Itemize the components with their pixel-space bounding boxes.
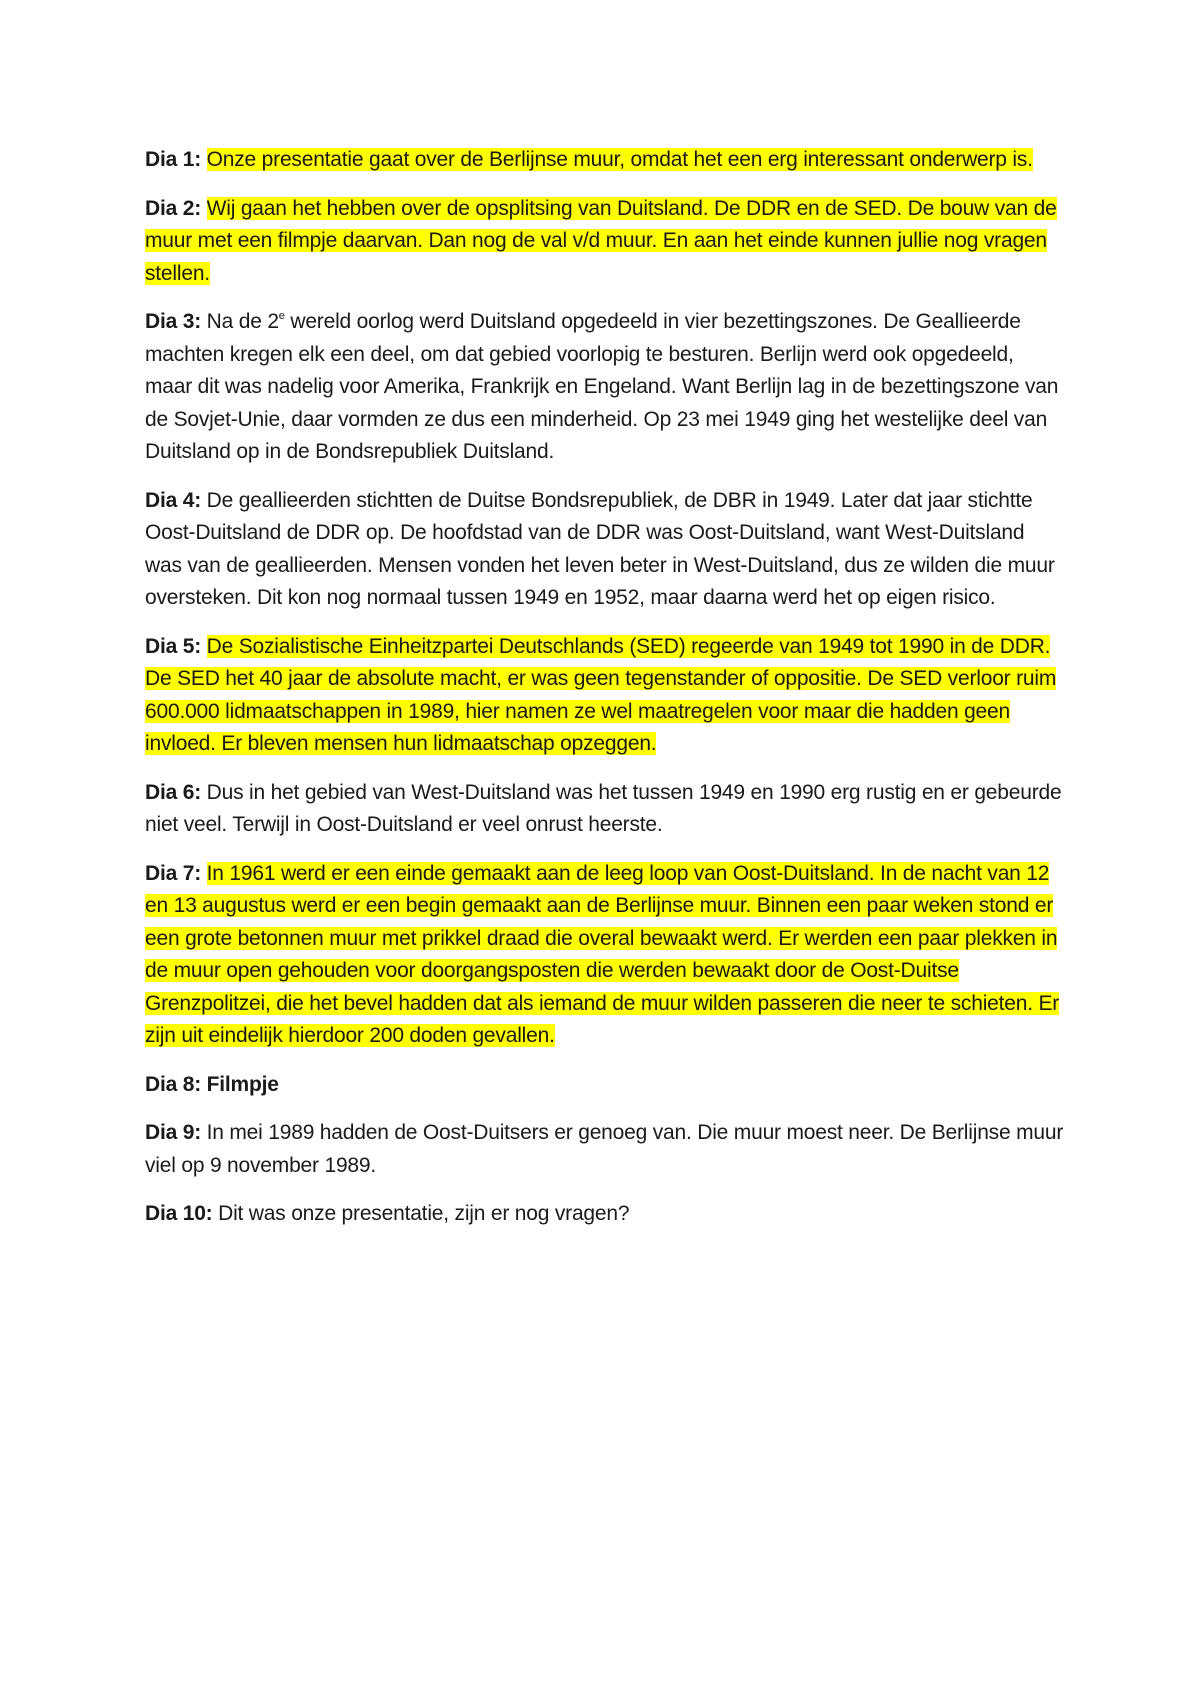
slide-note-2 — [145, 193, 1065, 291]
slide-text-highlighted: Onze presentatie gaat over de Berlijnse muur, omdat het een erg interessant onderwerp is. — [206, 148, 1033, 171]
slide-note-5 — [145, 631, 1065, 761]
slide-label: Dia 6: — [145, 780, 201, 804]
superscript: e — [278, 310, 285, 322]
slide-label: Dia 7: — [145, 861, 201, 885]
slide-text-highlighted: De Sozialistische Einheitzpartei Deutschlands (SED) regeerde van 1949 tot 1990 in de DDR. De SED het 40 jaar de absolute macht, er was geen tegenstander of oppositie. De SED verloor ruim 600.000 lidmaatschappen in 1989, hier namen ze wel maatregelen voor maar die hadden geen invloed. Er bleven mensen hun lidmaatschap opzeggen. — [145, 634, 1057, 755]
slide-note-6 — [145, 777, 1065, 842]
slide-text-bold: Filmpje — [206, 1072, 279, 1096]
slide-text: Dit was onze presentatie, zijn er nog vragen? — [218, 1202, 630, 1225]
slide-note-9 — [145, 1117, 1065, 1182]
slide-text: Na de 2 — [206, 310, 279, 333]
slide-label: Dia 10: — [145, 1202, 213, 1225]
slide-text-highlighted: In 1961 werd er een einde gemaakt aan de leeg loop van Oost-Duitsland. In de nacht van 12 en 13 augustus werd er een begin gemaakt aan de Berlijnse muur. Binnen een paar weken stond er een grote betonnen muur met prikkel draad die overal bewaakt werd. Er werden een paar plekken in de muur open gehouden voor doorgangsposten die werden bewaakt door de Oost-Duitse Grenzpolitzei, die het bevel hadden dat als iemand de muur wilden passeren die neer te schieten. Er zijn uit eindelijk hierdoor 200 doden gevallen. — [145, 861, 1060, 1047]
slide-note-10 — [145, 1198, 1065, 1231]
slide-text-highlighted: Wij gaan het hebben over de opsplitsing van Duitsland. De DDR en de SED. De bouw van de muur met een filmpje daarvan. Dan nog de val v/d muur. En aan het einde kunnen jullie nog vragen stellen. — [145, 196, 1057, 285]
slide-label: Dia 9: — [145, 1121, 201, 1144]
document-page — [145, 144, 1065, 1247]
slide-note-3 — [145, 306, 1065, 469]
slide-text: wereld oorlog werd Duitsland opgedeeld in vier bezettingszones. De Geallieerde machten kregen elk een deel, om dat gebied voorlopig te besturen. Berlijn werd ook opgedeeld, maar dit was nadelig voor Amerika, Frankrijk en Engeland. Want Berlijn lag in de bezettingszone van de Sovjet-Unie, daar vormden ze dus een minderheid. Op 23 mei 1949 ging het westelijke deel van Duitsland op in de Bondsrepubliek Duitsland. — [145, 310, 1059, 463]
slide-label: Dia 1: — [145, 148, 201, 171]
slide-note-1 — [145, 144, 1065, 177]
slide-label: Dia 8: — [145, 1072, 201, 1096]
slide-note-8 — [145, 1069, 1065, 1102]
slide-text: In mei 1989 hadden de Oost-Duitsers er genoeg van. Die muur moest neer. De Berlijnse muur viel op 9 november 1989. — [145, 1121, 1064, 1177]
slide-note-7 — [145, 858, 1065, 1053]
slide-note-4 — [145, 485, 1065, 615]
slide-label: Dia 4: — [145, 488, 201, 512]
slide-label: Dia 5: — [145, 634, 201, 658]
slide-text: De geallieerden stichtten de Duitse Bondsrepubliek, de DBR in 1949. Later dat jaar stichtte Oost-Duitsland de DDR op. De hoofdstad van de DDR was Oost-Duitsland, want West-Duitsland was van de geallieerden. Mensen vonden het leven beter in West-Duitsland, dus ze wilden die muur oversteken. Dit kon nog normaal tussen 1949 en 1952, maar daarna werd het op eigen risico. — [145, 488, 1055, 609]
slide-label: Dia 3: — [145, 310, 201, 333]
slide-label: Dia 2: — [145, 196, 201, 220]
slide-text: Dus in het gebied van West-Duitsland was het tussen 1949 en 1990 erg rustig en er gebeurde niet veel. Terwijl in Oost-Duitsland er veel onrust heerste. — [145, 780, 1062, 836]
